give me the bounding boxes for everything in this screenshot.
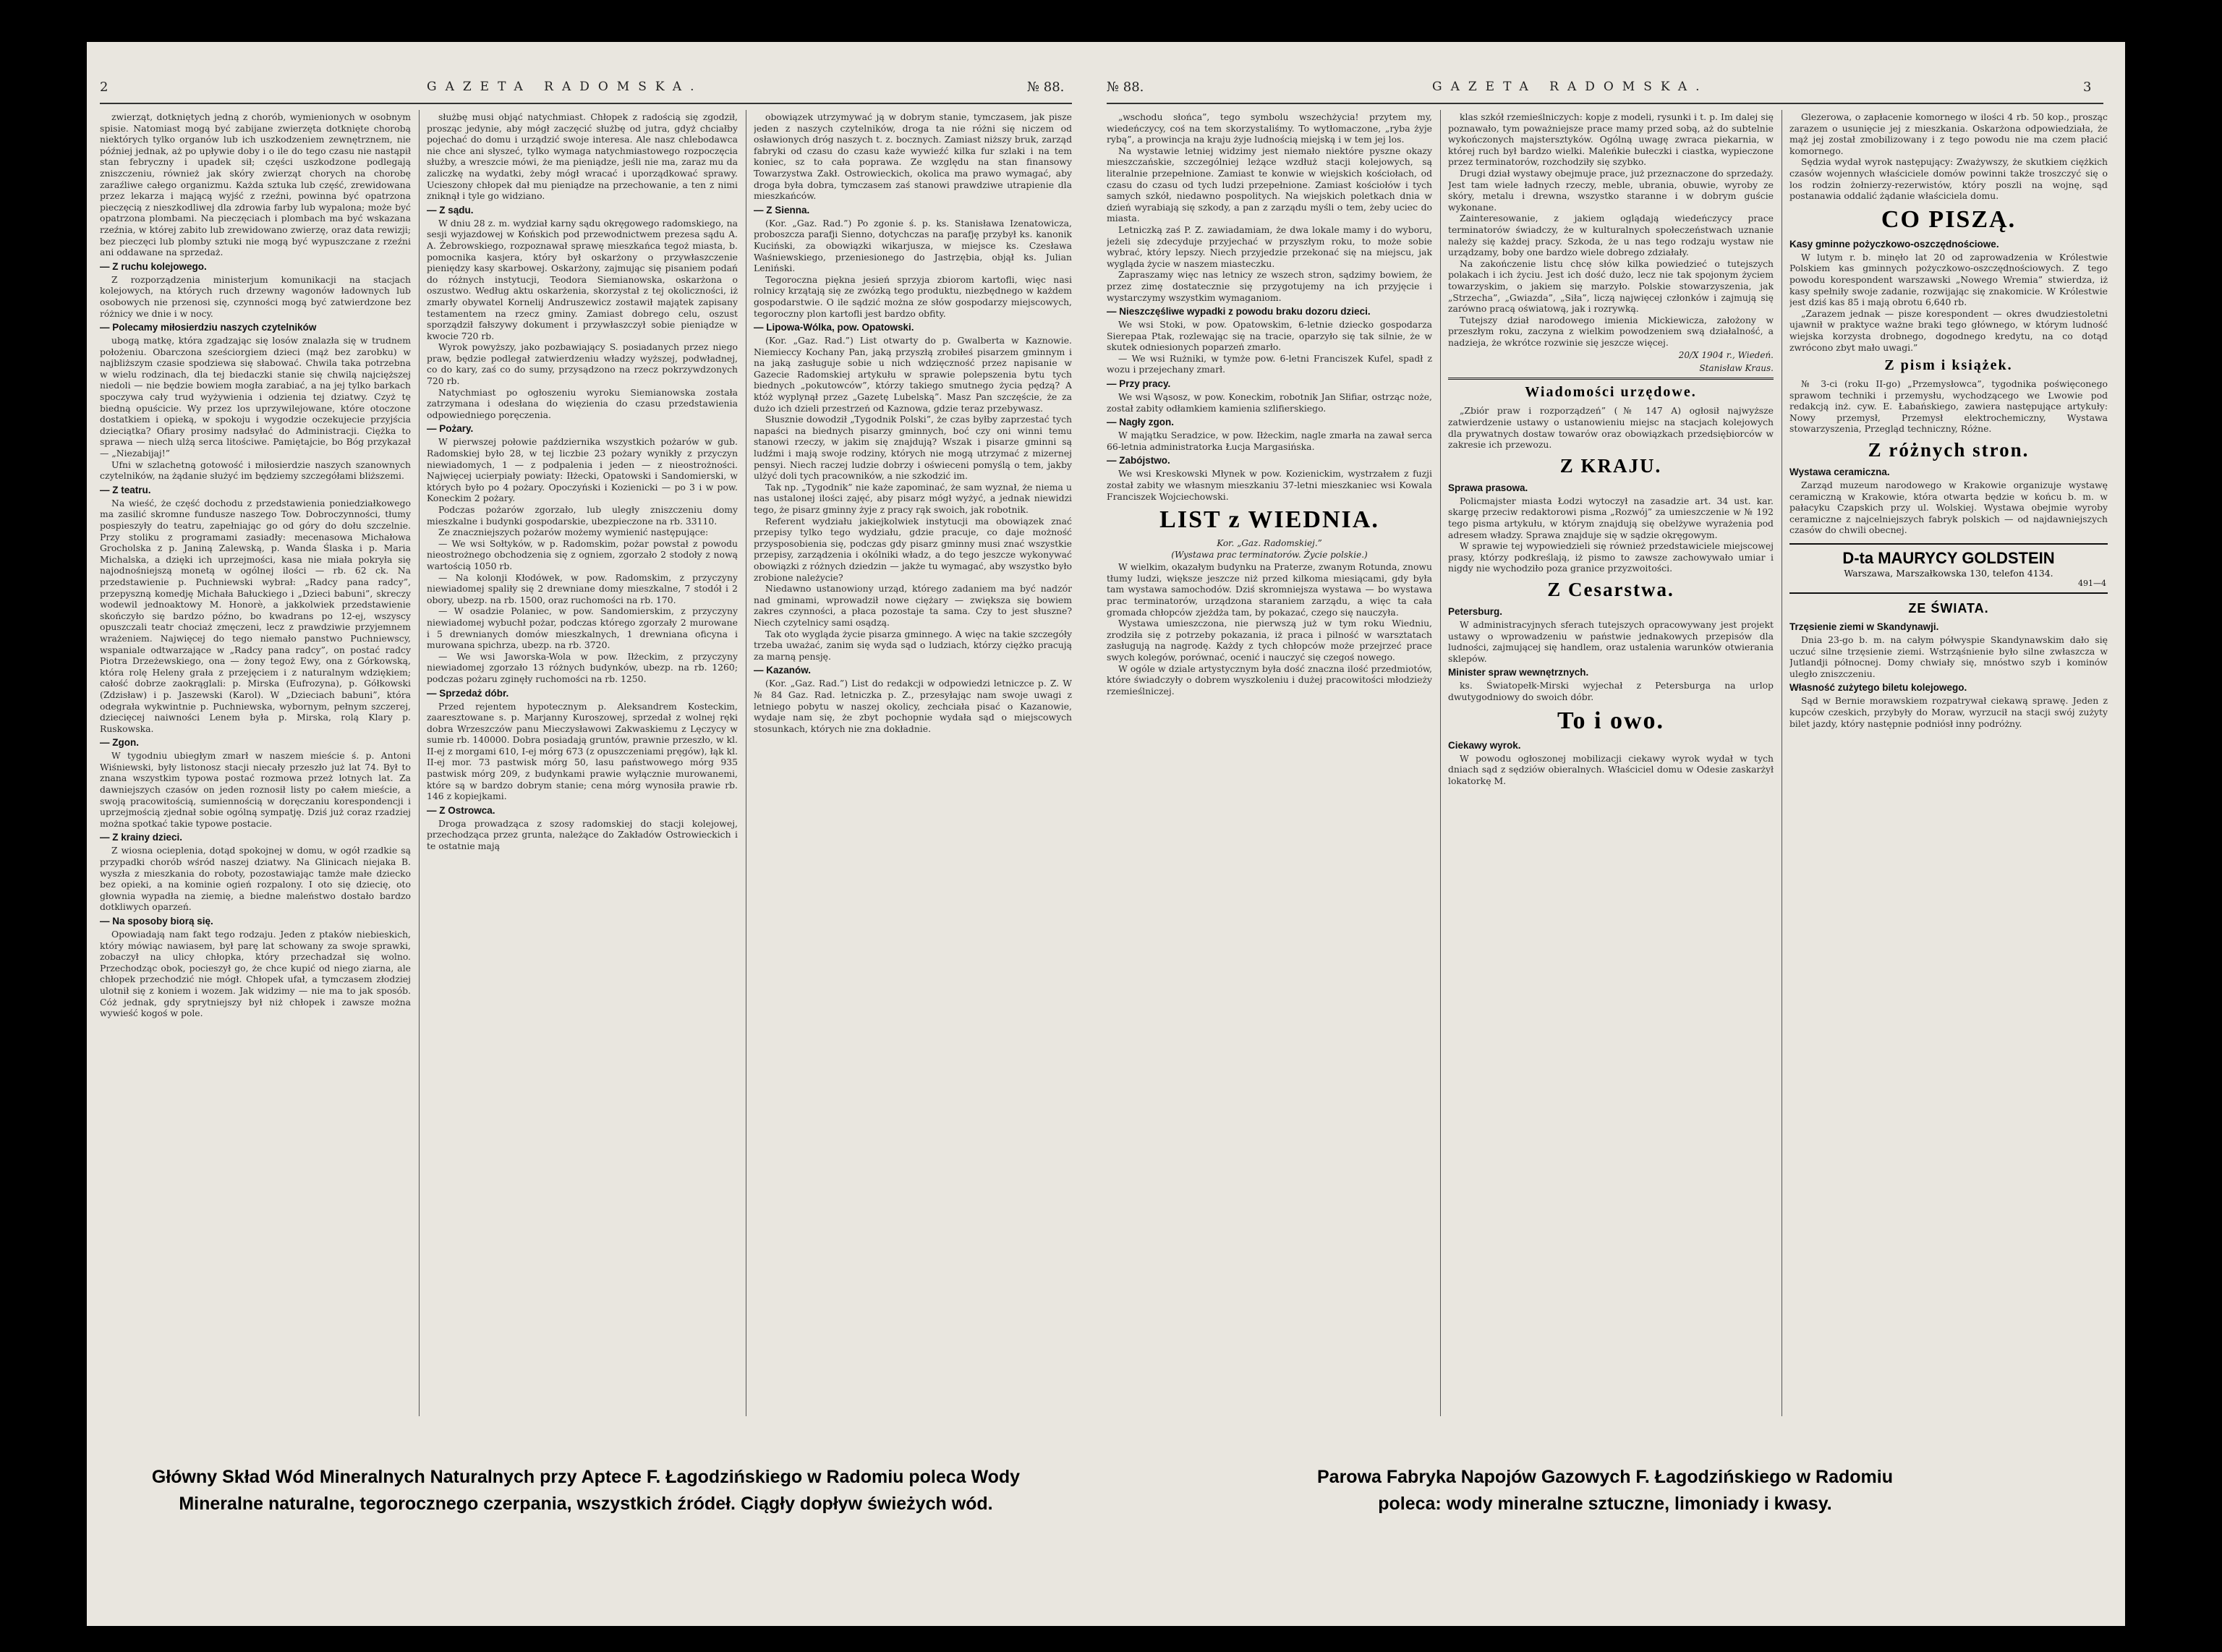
article-heading: — Z krainy dzieci. [100,832,183,843]
issue-number: № 88. [1027,80,1065,95]
article-paragraph: (Kor. „Gaz. Rad.”) List otwarty do p. Gwalberta w Kaznowie. Niemieccy Kochany Pan, jaką przyszłą zrobiłeś pisarzem gminnym i na jaką zasługuje sobie u nich wdzięczność przez napisanie w Gazecie Radomskiej artykułu w sprawie polepszenia bytu tych biednych „pokutowców”, którzy takiego smutnego życia pędzą? A któż wyplynął przez „Gazetę Lubelską”. Masz Pan szczęście, że za dużo ich dzieli przestrzeń od Kaznowa, gdzie teraz przebywasz. [754,335,1072,414]
section-banner: Z KRAJU. [1559,454,1662,477]
article-paragraph: Tutejszy dział narodowego imienia Mickiewicza, założony w przeszłym roku, zaczyna z wielkim powodzeniem swą działalność, a nadzieja, że wkrótce rozwinie się jeszcze więcej. [1448,314,1774,348]
article-paragraph: — We wsi Jaworska-Wola w pow. Iłżeckim, z przyczyny niewiadomej zgorzało 13 różnych budynków, ubezp. na rb. 1260; podczas pożaru zginęły ruchomości na rb. 1250. [427,650,738,684]
ad-code: 491—4 [2078,579,2106,589]
article-heading: — Kazanów. [754,665,812,676]
article-paragraph: Zapraszamy więc nas letnicy ze wszech stron, sądzimy bowiem, że przez zimę dostatecznie się przygotujemy na ich przyjęcie i wystarczymy wszystkim wymaganiom. [1107,269,1432,303]
article-heading: — Nieszczęśliwe wypadki z powodu braku dozoru dzieci. [1107,306,1371,318]
article-paragraph: W wielkim, okazałym budynku na Praterze, zwanym Rotunda, znowu tłumy ludzi, większe jeszcze niż przed kilkoma miesiącami, gdy była tam wystawa samochodów. Dziś skromniejsza wystawa — bo wystawa prac terminatorów, urządzona staraniem zarządu, a więc ta cała gromada chłopców zjeżdża tam, by pokazać, czego się nauczyła. [1107,561,1432,618]
article-paragraph: (Kor. „Gaz. Rad.”) List do redakcji w odpowiedzi letniczce p. Z. W № 84 Gaz. Rad. letniczka p. Z., przesyłając nam swoje uwagi z letniego pobytu w naszej okolicy, zechciała pisać o Kazanowie, wydaje nam się, że zbyt pochopnie wydała sąd o miejscowych stosunkach, których nie zna dokładnie. [754,678,1072,734]
article-paragraph: Opowiadają nam fakt tego rodzaju. Jeden z ptaków niebieskich, który mówiąc nawiasem, był parę lat schowany za swoje sprawki, zobaczył na ulicy chłopka, który przechadzał się wolno. Przechodząc obok, pocieszył go, że chce kupić od niego ziarna, ale chłopek przechodzić nie mógł. Chłopek ufał, a tymczasem złodziej ulotnił się z koniem i wozem. Jak widzimy — nie ma to jak sposób. Cóż jednak, gdy sprytniejszy był niż chłopek i zawsze można wywieść kogoś w pole. [100,929,411,1019]
article-paragraph: Na zakończenie listu chcę słów kilka powiedzieć o tutejszych polakach i ich życiu. Jest ich dość dużo, lecz nie tak spojonym życiem towarzyskim, o jakiem się marzyło. Polskie stowarzyszenia, jak „Strzecha”, „Gwiazda”, „Siła”, liczą najwięcej członków i zajmują się zarówno pracą oświatową, jak i rozrywką. [1448,257,1774,315]
article-paragraph: Tak oto wygląda życie pisarza gminnego. A więc na takie szczegóły trzeba uważać, zanim się wyda sąd o ludziach, którzy ciężko pracują za marną pensję. [754,628,1072,662]
article-paragraph: (Kor. „Gaz. Rad.”) Po zgonie ś. p. ks. Stanisława Izenatowicza, proboszcza parafji Sienno, dotychczas na parafję przybył ks. kanonik Kuciński, za obowiązki wikarjusza, w miejsce ks. Czesława Waśniewskiego, przeniesionego do Jastrzębia, objął ks. Julian Leniński. [754,217,1072,274]
article-heading: Sprawa prasowa. [1448,482,1528,493]
article-paragraph: Policmajster miasta Łodzi wytoczył na zasadzie art. 34 ust. kar. skargę przeciw redaktorowi pisma „Rozwój” za umieszczenie w № 192 tego pisma artykułu, w którym znajdują się obelżywe wyrażenia pod adresem władzy. Sprawa znajduje się w sądzie okręgowym. [1448,495,1774,540]
article-paragraph: Z rozporządzenia ministerjum komunikacji na stacjach kolejowych, na których ruch drzewny wagonów ładownych lub osobowych nie przenosi się, czynności mogą być zatwierdzone bez różnicy we dnie i w nocy. [100,273,411,319]
article-heading: — Pożary. [427,423,474,435]
running-head-title: GAZETA RADOMSKA. [1432,80,1708,94]
article-paragraph: Sąd w Bernie morawskiem rozpatrywał ciekawą sprawę. Jeden z kupców czeskich, przybyły do Moraw, wyrzucił na stacji swój zużyty bilet jazdy, który następnie podniósł inny podróżny. [1789,695,2108,729]
newspaper-page-left [87,42,1085,1626]
article-paragraph: Natychmiast po ogłoszeniu wyroku Siemianowska została zatrzymana i odesłana do więzienia do czasu przedstawienia odpowiedniego poręczenia. [427,386,738,420]
section-banner: Wiadomości urzędowe. [1525,384,1697,401]
article-paragraph: Letniczką zaś P. Z. zawiadamiam, że dwa lokale mamy i do wyboru, jeżeli się zdecyduje przyjechać w przyszłym roku, to może sobie wybrać, który lepszy. Niech przyjedzie przekonać się na miejscu, jak wygląda życie w naszem miasteczku. [1107,223,1432,269]
article-paragraph: W pierwszej połowie października wszystkich pożarów w gub. Radomskiej było 28, w tej liczbie 23 pożary wynikły z przyczyn niewiadomych, 1 — z podpalenia i jeden — z nieostrożności. Najwięcej ucierpiały powiaty: Iłżecki, Opatowski i Sandomierski, w których było po 4 pożary. Opoczyński i Kozienicki — po 3 i w pow. Koneckim 2 pożary. [427,436,738,504]
article-heading: — Na sposoby biorą się. [100,916,213,927]
article-paragraph: Na wystawie letniej widzimy jest niemało niektóre pyszne okazy mieszczańskie, szczególniej leżące wzdłuż stacji kolejowych, są literalnie przepełnione. Zamiast te konwie w wiejskich kościołach, od czasu do czasu od tych ludzi przepełnione. Zamiast kościołów i tych samych szkół, niedawno pospolitych. Na wiejskich poletkach dnia w dzień wyrabiają się szkody, a pan z zarządu myśli o tem, żeby uciec do miasta. [1107,145,1432,224]
article-heading: — Nagły zgon. [1107,417,1175,428]
article-paragraph: Podczas pożarów zgorzało, lub uległy zniszczeniu domy mieszkalne i budynki gospodarskie, ubezpieczone na rb. 33110. [427,504,738,527]
article-column-3 [1789,111,2108,1416]
article-paragraph: Drugi dział wystawy obejmuje prace, już przeznaczone do sprzedaży. Jest tam wiele ładnych rzeczy, meble, ubrania, obuwie, wyroby ze skóry, metalu i drewna, wszystko staranne i w dobrym guście wykonane. [1448,167,1774,213]
article-paragraph: We wsi Stoki, w pow. Opatowskim, 6-letnie dziecko gospodarza Sierepaa Ptak, rozlewając się na tracie, oparzyło się tak silnie, że w skutek odniesionych poparzeń zmarło. [1107,319,1432,353]
article-paragraph: Droga prowadząca z szosy radomskiej do stacji kolejowej, przechodząca przez grunta, należące do Zakładów Ostrowieckich i te ostatnie mają [427,817,738,852]
article-paragraph: W dniu 28 z. m. wydział karny sądu okręgowego radomskiego, na sesji wyjazdowej w Końskich pod przewodnictwem prezesa sądu A. A. Żebrowskiego, rozpoznawał sprawę mieszkańca tegoż miasta, b. pomocnika kasjera, który był oskarżony o przywłaszczenie pieniędzy kasy skarbowej. Oskarżony, zajmując się pisaniem podań do różnych instytucji, Teodora Siemianowska, oskarżona o oszustwo. Według aktu oskarżenia, skorzystał z tej okoliczności, iż zmarły obywatel Kornelij Andruszewicz zostawił majątek zapisany testamentem na rzecz gminy. Zamiast dobrego celu, oszust sporządził fałszywy dokument i przywłaszczył sobie pieniądze w kwocie 720 rb. [427,217,738,341]
byline: Kor. „Gaz. Radomskiej.” [1217,538,1322,549]
article-column-2 [427,111,738,1416]
issue-number: № 88. [1107,80,1144,95]
page-number: 2 [100,80,108,95]
article-column-3 [754,111,1072,1416]
article-paragraph: W administracyjnych sferach tutejszych opracowywany jest projekt ustawy o wprowadzeniu w państwie jednakowych przepisów dla ludności, zajmującej się handlem, oraz ustalenia warunków otwierania sklepów. [1448,619,1774,664]
article-paragraph: „wschodu słońca”, tego symbolu wszechżycia! przytem my, wiedeńczycy, coś na tem skorzystaliśmy. To wytłomaczone, „ryba żyje rybą”, a prowincja na kraju żyje ludnością miejską i w tem jej los. [1107,111,1432,145]
article-paragraph: ks. Światopełk-Mirski wyjechał z Petersburga na urlop dwutygodniowy do swoich dóbr. [1448,680,1774,702]
article-heading: Trzęsienie ziemi w Skandynawji. [1789,621,1939,633]
article-heading: Petersburg. [1448,606,1503,617]
article-paragraph: W sprawie tej wypowiedzieli się również przedstawiciele miejscowej prasy, którzy podkreślają, iż pismo to zawsze zachowywało umiar i nigdy nie wychodziło poza granice przyzwoitości. [1448,540,1774,574]
article-heading: — Przy pracy. [1107,378,1171,390]
article-heading: — Z teatru. [100,484,151,495]
doctor-advertisement [1789,543,2108,594]
article-paragraph: W lutym r. b. minęło lat 20 od zaprowadzenia w Królestwie Polskiem kas gminnych pożyczkowo-oszczędnościowych. Z tego powodu korespondent warszawski „Nowego Wremia” stwierdza, iż kasy spełniły swoje zadanie, rozwijając się znakomicie. W Królestwie jest dziś kas 85 i mają obrotu 6,640 rb. [1789,251,2108,308]
article-paragraph: Wyrok powyższy, jako pozbawiający S. posiadanych przez niego praw, będzie podlegał zatwierdzeniu władzy wyższej, podwładnej, co do kary, zaś co do sumy, przysądzono na rzecz pokrzywdzonych 720 rb. [427,341,738,387]
article-paragraph: W tygodniu ubiegłym zmarł w naszem mieście ś. p. Antoni Wiśniewski, były listonosz stacji niecały przeszło już lat 74. Był to znana wszystkim typowa postać rozmowa przeż lotnych lat. Za dawniejszych czasów on jeden roznosił listy po całem mieście, a swoją pracowitością, sumiennością w doręczaniu korespondencji i uprzejmością zjednał sobie ogólną sympatję. Dziś już coraz rzadziej można spotkać takie typowe postacie. [100,750,411,829]
running-head-title: GAZETA RADOMSKA. [427,80,703,94]
newspaper-page-right [1085,42,2125,1626]
article-paragraph: służbę musi objąć natychmiast. Chłopek z radością się zgodził, prosząc jedynie, aby mógł zaczęcić służbę od jutra, gdyż chciałby pojechać do domu i urządzić swoje interesa. Ale nasz chlebodawca nie chce ani słyszeć, tylko wymaga natychmiastowego rozpoczęcia służby, a wreszcie mówi, że ma pieniądze, jeśli nie ma, zaraz mu da zaliczkę na wydatki, żeby mógł wracać i uporządkować sprawy. Ucieszony chłopek dał mu pieniądze na przechowanie, a ten z nimi zniknął i tyle go widziano. [427,111,738,202]
section-divider [1448,378,1774,380]
article-paragraph: Ze znaczniejszych pożarów możemy wymienić następujące: [438,527,709,538]
article-column-2 [1448,111,1774,1416]
column-rule [419,110,420,1416]
article-paragraph: Słusznie dowodził „Tygodnik Polski”, że czas byłby zaprzestać tych napaści na biednych pisarzy gminnych, boć czy oni winni temu stanowi rzeczy, w jakim się znajdują? Wszak i pisarze gminni są ludźmi i mają swoje rodziny, których nie mogą utrzymać z mizernej pensyi. Niech raczej ludzie dobrzy i oświeceni pomyślą o tem, jakby ulżyć doli tych pracowników, a nie szkodzić im. [754,414,1072,482]
article-paragraph: № 3-ci (roku II-go) „Przemysłowca”, tygodnika poświęconego sprawom techniki i przemysłu, wychodzącego we Lwowie pod redakcją inż. cyw. E. Łabańskiego, zawiera następujące artykuły: Nowy przemysł, Przemysł elektrochemiczny, Wystawa stowarzyszenia, Przegląd techniczny, Różne. [1789,378,2108,435]
section-banner: LIST z WIEDNIA. [1159,506,1379,534]
section-banner: Z Cesarstwa. [1547,579,1674,600]
article-paragraph: Glezerowa, o zapłacenie komornego w ilości 4 rb. 50 kop., prosząc zarazem o usunięcie jej z mieszkania. Oskarżona odpowiedziała, że mąż jej został zmobilizowany i z tego powodu nie ma czem płacić komornego. [1789,111,2108,156]
article-heading: Minister spraw wewnętrznych. [1448,667,1589,678]
article-paragraph: W ogóle w dziale artystycznym była dość znaczna ilość przedmiotów, które świadczyły o dobrem wyszkoleniu i dużej pracowitości młodzieży rzemieślniczej. [1107,663,1432,697]
ad-address: Warszawa, Marszałkowska 130, telefon 4134. [1844,568,2053,579]
article-heading: — Sprzedaż dóbr. [427,687,509,699]
section-banner: Z różnych stron. [1868,439,2030,461]
article-paragraph: W powodu ogłoszonej mobilizacji ciekawy wyrok wydał w tych dniach sąd z sędziów obieralnych. Właściciel domu w Odesie zaskarżył lokatorkę M. [1448,752,1774,786]
header-rule [100,103,1072,104]
header-rule [1107,103,2103,104]
article-heading: Własność zużytego biletu kolejowego. [1789,682,1967,694]
article-heading: — Z sądu. [427,204,474,216]
ad-line: poleca: wody mineralne sztuczne, limoniady i kwasy. [1378,1494,1832,1514]
article-paragraph: Wystawa umieszczona, nie pierwszą już w tym roku Wiedniu, zrodziła się z potrzeby pokazania, iż praca i pilność w warsztatach zasługują na nagrodę. Każdy z tych chłopców może przejrzeć prace swych kolegów, porównać, ocenić i nauczyć się czegoś nowego. [1107,618,1432,663]
article-paragraph: „Zarazem jednak — pisze korespondent — okres dwudziestoletni ujawnił w praktyce ważne braki tego głównego, w którym ludność wiejska korzysta drobnego, dogodnego kredytu, na co dotąd zwrócono zbyt mało uwagi.” [1789,307,2108,353]
article-heading: Ciekawy wyrok. [1448,739,1521,751]
article-paragraph: zwierząt, dotkniętych jedną z chorób, wymienionych w osobnym spisie. Natomiast mogą być zabijane zwierzęta dotknięte chorobą niektórych tylko organów lub ich uszkodzeniem zewnętrznem, nie później jednak, aż po upływie doby i o ile do tego czasu nie nastąpił stan febryczny i upadek sił; części uszkodzone podlegają zniszczeniu, również jak skóry zwierząt chorych na chorobę zaraźliwe całego organizmu. Każda sztuka lub część, zrewidowana przez lekarza i mającą wyjść z rzeźni, powinna być opatrzona pieczęcią z nieszkodliwej dla zdrowia farby lub wypalona; może być opatrzona plombami. Na pieczęciach i plombach ma być wskazana rzeźnia, w której zabito lub zrewidowano zwierzę, oraz data rewizji; bez pieczęci lub plomby sztuki nie mogą być wypuszczane z rzeźni ani oddawane na sprzedaż. [100,111,411,258]
article-paragraph: — Na kolonji Kłodówek, w pow. Radomskim, z przyczyny niewiadomej spaliły się 2 drewniane domy mieszkalne, 7 stodół i 2 obory, ubezp. na rb. 1500, oraz ruchomości na rb. 170. [427,571,738,605]
article-paragraph: Na wieść, że część dochodu z przedstawienia poniedziałkowego ma zasilić skromne fundusze naszego Tow. Dobroczynności, tłumy pospieszyły do teatru, zapełniając go od góry do dołu szczelnie. Przy stoliku z programami zasiadły: mecenasowa Michałowa Grocholska z p. Janiną Zalewską, p. Wanda Ślaska i p. Maria Michalska, a dzięki ich uprzejmości, kasa nie miała pokryła się najodnośniejszą monetą w ogólnej ilości — rb. 62 ck. Na przedstawienie p. Puchniewski wybrał: „Radcy pana radcy”, przepyszną komedję Michała Bałuckiego i „Dzieci babuni”, skreczy wodewil jednoaktowy M. Honorè, a jakkolwiek przedstawienie skończyło się bardzo późno, bo kwadrans po 12-ej, wszyscy opuszczali teatr chociaż zmęczeni, lecz z prawdziwie przyjemnem wrażeniem. Najwięcej do tego niemało panstwo Puchniewscy, wspaniale odtwarzające w „Radcy pana radcy”, on postać radcy Piotra Drzeżewskiego, ona — żony tegoż Ewy, ona z Górkowską, która rolę Heleny grała z przejęciem i z naturalnym wdziękiem; całość dobrze zaokrąglali: p. Mirska (Eufrozyna), p. Gółkowski (Zdzisław) i p. Jaszewski (Karol). W „Dzieciach babuni”, która odegrała wykwintnie p. Puchniewska, wybornym, pełnym szczerej, dziecięcej naiwności Lenem była p. Mirska, rolą Klary p. Ruskowska. [100,497,411,734]
article-paragraph: Referent wydziału jakiejkolwiek instytucji ma obowiązek znać przepisy tylko tego wydziału, gdzie pracuje, co daje możność przysposobienia się, podczas gdy pisarz gminny musi znać wszystkie przepisy, zarządzenia i okólniki władz, a do tego jeszcze wykonywać obowiązki z różnych dziedzin — jakże tu wymagać, aby wszystko było zrobione należycie? [754,515,1072,583]
byline: (Wystawa prac terminatorów. Życie polskie.) [1171,550,1368,561]
soda-factory-advertisement [1085,1464,2125,1517]
page-number: 3 [2083,80,2092,95]
ad-line: Główny Skład Wód Mineralnych Naturalnych przy Aptece F. Łagodzińskiego w Radomiu poleca Wody [151,1467,1021,1487]
article-paragraph: Przed rejentem hypotecznym p. Aleksandrem Kosteckim, zaaresztowane s. p. Marjanny Kuroszowej, sprzedał z wolnej ręki dobra Wrzeszczów panu Mieczysławowi Zakwaskiemu z Lęczycy w sumie rb. 140000. Dobra posiadają gruntów, prawnie przeszło, w kl. II-ej z morgami 610, I-ej mórg 673 (z opuszczeniami pręgów), łąk kl. II-ej mor. 73 pastwisk mórg 50, lasu państwowego mórg 935 pastwisk mórg 209, z budynkami prawie wyłącznie murowanemi, które są w bardzo dobrym stanie; cena mórg wynosiła prawie rb. 146 z kopiejkami. [427,700,738,802]
article-paragraph: Zarząd muzeum narodowego w Krakowie organizuje wystawę ceramiczną w Krakowie, która otwarta będzie w końcu b. m. w pałacyku Czapskich przy ul. Wolskiej. Wystawa obejmie wyroby ceramiczne z najcelniejszych fabryk polskich — od najdawniejszych czasów do chwili obecnej. [1789,480,2108,536]
article-paragraph: Tegoroczna piękna jesień sprzyja zbiorom kartofli, więc nasi rolnicy krzątają się ze zwózką tego produktu, niezbędnego w każdem gospodarstwie. O ile sądzić można ze słów gospodarzy miejscowych, tegoroczny plon kartofli jest bardzo obfity. [754,273,1072,319]
column-rule [1440,110,1441,1416]
article-heading: — Lipowa-Wólka, pow. Opatowski. [754,322,914,333]
article-column-1 [100,111,411,1416]
article-heading: — Z ruchu kolejowego. [100,260,207,272]
article-paragraph: Sędzia wydał wyrok następujący: Zważywszy, że skutkiem ciężkich czasów wojennych właściciele domów powinni także troszczyć się o los rodzin żołnierzy-rezerwistów, który poszli na wojnę, sąd postanawia oddalić żądanie właściciela domu. [1789,156,2108,202]
article-paragraph: — W osadzie Polaniec, w pow. Sandomierskim, z przyczyny niewiadomej wybuchł pożar, podczas którego zgorzały 2 murowane i 5 drewnianych domów mieszkalnych, 1 drewniana oficyna i murowana spichrza, ubezp. na rb. 3720. [427,605,738,651]
article-heading: — Z Ostrowca. [427,804,495,816]
author-signature: Stanisław Kraus. [1699,363,1774,374]
ad-line: Parowa Fabryka Napojów Gazowych F. Łagodzińskiego w Radomiu [1317,1467,1893,1487]
article-column-1 [1107,111,1432,1416]
article-paragraph: Tak np. „Tygodnik” nie każe zapominać, że sam wyznał, że niema u nas ustalonej ilości zajęć, aby pisarz mógł wyżyć, a jednak niewidzi tego, że pisarz gminny żyje z pracy rąk swoich, jak robotnik. [754,481,1072,515]
article-paragraph: Zainteresowanie, z jakiem oglądają wiedeńczycy prace terminatorów świadczy, że w kulturalnych społeczeństwach uznanie należy się każdej pracy. Szkoda, że u nas tego rodzaju wystaw nie urządzamy, boby one bardzo wiele dobrego zdziałały. [1448,213,1774,258]
section-banner: To i owo. [1557,707,1665,734]
article-paragraph: We wsi Wąsosz, w pow. Koneckim, robotnik Jan Słifiar, ostrząc noże, został zabity odłamkiem kamienia szlifierskiego. [1107,391,1432,414]
article-paragraph: ubogą matkę, która zgadzając się losów znalazła się w trudnem położeniu. Obarczona sześciorgiem dzieci (mąż bez zarobku) w najbliższym czasie spodziewa się słabować. Chwila taka potrzebna w wielu rodzinach, dla tej biedaczki stanie się chwilą najcięższej niedoli — nie będzie bowiem mogła zarabiać, a na jej tylko barkach spoczywa cały trud wyżywienia i odzienia tej dziatwy. Czyż tę biedną opuścicie. Wy przez los uprzywilejowane, które otoczone dostatkiem i opieką, w spokoju i wygodzie oczekujecie przyjścia dzieciątka? Ofiary prosimy nadsyłać do Administracji. Ciężka to sprawa — niech ulżą serca litościwe. Pamiętajcie, bo Bóg przykazał — „Niezabijaj!” [100,335,411,459]
article-heading: — Z Sienna. [754,204,810,216]
article-paragraph: obowiązek utrzymywać ją w dobrym stanie, tymczasem, jak pisze jeden z naszych czytelników, droga ta nie różni się niczem od osławionych dróg naszych t. z. bocznych. Zamiast niższy bruk, zarząd fabryki od czasu do czasu każe wywieźć kilka fur szlaki i na tem koniec, sz to cała poprawa. Ze względu na stan finansowy Towarzystwa Zakł. Ostrowieckich, okolica ma prawo wymagać, aby droga była dobra, tymczasem zaś stanowi prawdziwe utrapienie dla mieszkańców. [754,111,1072,202]
dateline: 20/X 1904 r., Wiedeń. [1678,350,1774,361]
ad-name: D-ta MAURYCY GOLDSTEIN [1842,549,2055,568]
article-heading: — Zgon. [100,737,139,749]
section-banner: Z pism i książek. [1884,357,2013,374]
article-heading: Kasy gminne pożyczkowo-oszczędnościowe. [1789,238,1999,250]
section-banner: ZE ŚWIATA. [1908,601,1989,616]
article-paragraph: klas szkół rzemieślniczych: kopje z modeli, rysunki i t. p. Im dalej się poznawało, tym poważniejsze prace mamy przed sobą, aż do subtelnie wykończonych majstersztyków. Ogólną uwagę zwraca piekarnia, w której ruch był bardzo wielki. Maleńkie bułeczki i ciastka, wypieczone przez terminatorów, rozchodziły się szybko. [1448,111,1774,168]
article-paragraph: — We wsi Sołtyków, w p. Radomskim, pożar powstał z powodu nieostrożnego obchodzenia się z ogniem, zgorzało 2 stodoły z nową wartością 1050 rb. [427,537,738,571]
article-paragraph: — We wsi Rużniki, w tymże pow. 6-letni Franciszek Kufel, spadł z wozu i przejechany zmarł. [1107,352,1432,375]
article-paragraph: Ufni w szlachetną gotowość i miłosierdzie naszych szanownych czytelników, na żądanie służyć im będziemy szczegółami bliższemi. [100,459,411,482]
article-paragraph: We wsi Kreskowski Młynek w pow. Kozienickim, wystrzałem z fuzji został zabity we własnym mieszkaniu 37-letni mieszkaniec wsi Kowala Franciszek Wojciechowski. [1107,468,1432,502]
mineral-water-advertisement [87,1464,1085,1517]
section-banner: CO PISZĄ. [1881,205,2017,233]
article-heading: — Zabójstwo. [1107,455,1170,467]
article-heading: — Polecamy miłosierdziu naszych czytelników [100,322,317,333]
article-paragraph: Z wiosna ocieplenia, dotąd spokojnej w domu, w ogół rzadkie są przypadki chorób wśród naszej dziatwy. Na Glinicach niejaka B. wyszła z mieszkania do roboty, pozostawiając tamże małe dziecko bez opieki, a na kominie ogień rozpalony. I oto się dziecię, oto głownia wypadła na ziemię, a biedne maleństwo dostało bardzo dotkliwych oparzeń. [100,845,411,913]
article-paragraph: Dnia 23-go b. m. na całym półwyspie Skandynawskim dało się uczuć silne trzęsienie ziemi. Wstrząśnienie było silne zwłaszcza w Jutlandji północnej. Domy chwiały się, mnóstwo szyb i kominów uległo zniszczeniu. [1789,634,2108,679]
article-paragraph: W majątku Seradzice, w pow. Iłżeckim, nagle zmarła na zawał serca 66-letnia administratorka Łucja Margasińska. [1107,430,1432,452]
article-paragraph: Niedawno ustanowiony urząd, którego zadaniem ma być nadzór nad gminami, wprowadził nowe ciężary — zwiększa się bowiem zakres czynności, a płaca pozostaje ta sama. Czy to jest słuszne? Niech czytelnicy sami osądzą. [754,583,1072,628]
article-paragraph: „Zbiór praw i rozporządzeń” (№ 147 A) ogłosił najwyższe zatwierdzenie ustawy o ustanowieniu miejsc na stacjach kolejowych dla prywatnych dostaw towarów oraz obowiązkach przedsiębiorców w zakresie ich przewozu. [1448,405,1774,451]
article-heading: Wystawa ceramiczna. [1789,467,1890,478]
ad-line: Mineralne naturalne, tegorocznego czerpania, wszystkich źródeł. Ciągły dopływ świeżych wód. [179,1494,993,1514]
